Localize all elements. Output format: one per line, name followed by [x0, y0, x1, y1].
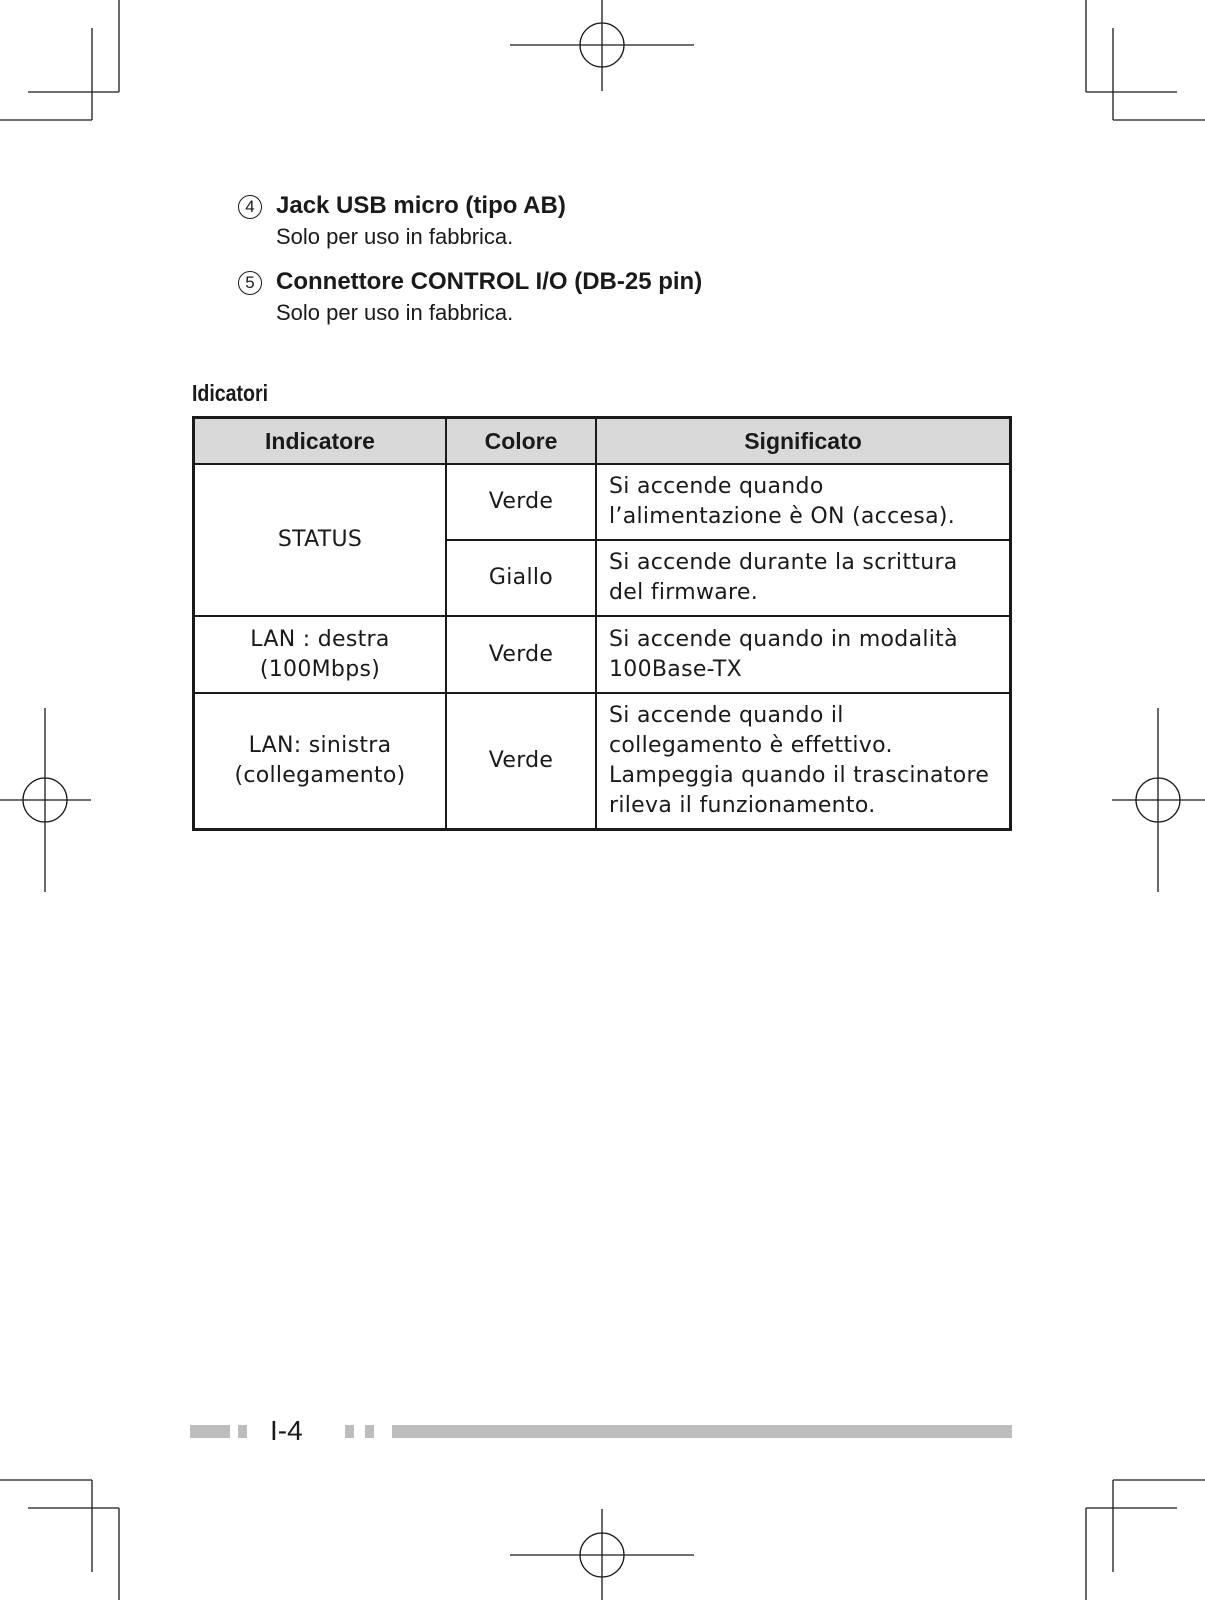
meaning-line: Si accende quando il collegamento è effettivo.: [609, 702, 893, 758]
cell-color: Verde: [446, 464, 596, 540]
item-number-badge: 4: [238, 195, 262, 219]
item-description: Solo per uso in fabbrica.: [276, 300, 514, 325]
cell-meaning: Si accende quando in modalità 100Base-TX: [596, 616, 1011, 693]
cell-color: Verde: [446, 616, 596, 693]
footer-bar-decoration: [345, 1425, 354, 1438]
cell-meaning: Si accende durante la scrittura del firmware.: [596, 540, 1011, 616]
header-color: Colore: [446, 418, 596, 465]
cell-indicator: STATUS: [194, 464, 447, 616]
item-title: Connettore CONTROL I/O (DB-25 pin): [276, 268, 703, 295]
item-number-badge: 5: [238, 271, 262, 295]
cell-indicator: LAN : destra (100Mbps): [194, 616, 447, 693]
header-indicator: Indicatore: [194, 418, 447, 465]
page-number: I-4: [270, 1415, 303, 1446]
table-header-row: [194, 418, 1011, 465]
table-row: [194, 616, 1011, 693]
footer-bar-decoration: [238, 1425, 247, 1438]
item-description: Solo per uso in fabbrica.: [276, 224, 514, 249]
footer-bar-decoration: [365, 1425, 374, 1438]
footer-bar-decoration: [392, 1425, 1012, 1438]
cell-indicator: LAN: sinistra (collegamento): [194, 693, 447, 829]
cell-color: Verde: [446, 693, 596, 829]
cell-color: Giallo: [446, 540, 596, 616]
indicators-table: [192, 416, 1012, 831]
cell-meaning: [596, 693, 1011, 829]
cell-meaning: Si accende quando l’alimentazione è ON (accesa).: [596, 464, 1011, 540]
table-row: [194, 693, 1011, 829]
table-row: [194, 464, 1011, 540]
header-meaning: Significato: [596, 418, 1011, 465]
item-title: Jack USB micro (tipo AB): [276, 192, 566, 219]
section-title: Idicatori: [192, 380, 269, 406]
footer-bar-decoration: [190, 1425, 230, 1438]
meaning-line: Lampeggia quando il trascinatore rileva il funzionamento.: [609, 762, 990, 818]
